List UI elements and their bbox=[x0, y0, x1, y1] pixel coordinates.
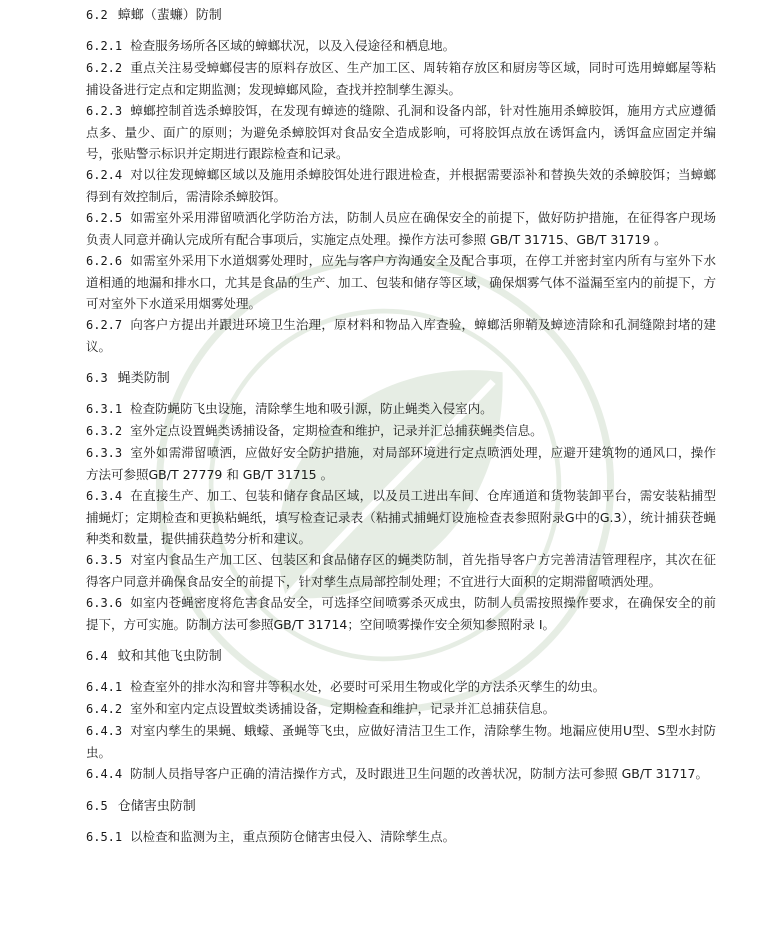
clause-number: 6.3.2 bbox=[86, 424, 123, 438]
section-title: 蝇类防制 bbox=[117, 371, 170, 386]
clause bbox=[86, 35, 716, 57]
clause-text: 室外如需滞留喷洒，应做好安全防护措施，对局部环境进行定点喷洒处理，应避开建筑物的通风口，操作方法可参照GB/T 27779 和 GB/T 31715 。 bbox=[86, 445, 716, 482]
clause-text: 检查室外的排水沟和窨井等积水处，必要时可采用生物或化学的方法杀灭孳生的幼虫。 bbox=[130, 679, 606, 694]
clause-text: 如需室外采用滞留喷洒化学防治方法，防制人员应在确保安全的前提下，做好防护措施，在征得客户现场负责人同意并确认完成所有配合事项后，实施定点处理。操作方法可参照 GB/T 31715、GB/T 31719 。 bbox=[86, 210, 716, 247]
clause bbox=[86, 100, 716, 164]
section-heading bbox=[86, 4, 716, 27]
clause-number: 6.2.7 bbox=[86, 318, 123, 332]
clause-text: 防制人员指导客户正确的清洁操作方式，及时跟进卫生问题的改善状况，防制方法可参照 GB/T 31717。 bbox=[130, 766, 708, 781]
section-heading bbox=[86, 645, 716, 668]
clause bbox=[86, 57, 716, 100]
clause bbox=[86, 442, 716, 485]
clause bbox=[86, 314, 716, 357]
clause-number: 6.2.4 bbox=[86, 168, 123, 182]
clause bbox=[86, 826, 716, 848]
clause-number: 6.4.2 bbox=[86, 702, 123, 716]
clause-text: 检查防蝇防飞虫设施，清除孳生地和吸引源，防止蝇类入侵室内。 bbox=[130, 401, 493, 416]
clause-number: 6.4.1 bbox=[86, 680, 123, 694]
clause-number: 6.2.6 bbox=[86, 254, 123, 268]
clause-number: 6.3.1 bbox=[86, 402, 123, 416]
clause-text: 重点关注易受蟑螂侵害的原料存放区、生产加工区、周转箱存放区和厨房等区域，同时可选用蟑螂屋等粘捕设备进行定点和定期监测；发现蟑螂风险，查找并控制孳生源头。 bbox=[86, 60, 716, 97]
clause-text: 对室内孳生的果蝇、蛾蠓、蚤蝇等飞虫，应做好清洁卫生工作，清除孳生物。地漏应使用U型、S型水封防虫。 bbox=[86, 723, 716, 760]
clause bbox=[86, 485, 716, 549]
clause-text: 在直接生产、加工、包装和储存食品区域，以及员工进出车间、仓库通道和货物装卸平台，需安装粘捕型捕蝇灯；定期检查和更换粘蝇纸，填写检查记录表（粘捕式捕蝇灯设施检查表参照附录G中的G.3），统计捕获苍蝇种类和数量，提供捕获趋势分析和建议。 bbox=[86, 488, 716, 546]
clause-text: 对以往发现蟑螂区域以及施用杀蟑胶饵处进行跟进检查，并根据需要添补和替换失效的杀蟑胶饵；当蟑螂得到有效控制后，需清除杀蟑胶饵。 bbox=[86, 167, 716, 204]
document-body bbox=[86, 4, 716, 848]
section-title: 仓储害虫防制 bbox=[117, 799, 196, 814]
clause bbox=[86, 592, 716, 635]
section-title: 蟑螂（蜚蠊）防制 bbox=[117, 8, 222, 23]
clause-number: 6.3.6 bbox=[86, 596, 123, 610]
section-number: 6.2 bbox=[86, 8, 108, 22]
clause-number: 6.4.4 bbox=[86, 767, 123, 781]
clause-text: 检查服务场所各区域的蟑螂状况，以及入侵途径和栖息地。 bbox=[130, 38, 456, 53]
clause-number: 6.2.1 bbox=[86, 39, 123, 53]
section-number: 6.3 bbox=[86, 371, 108, 385]
section-title: 蚊和其他飞虫防制 bbox=[117, 649, 222, 664]
clause-text: 室外定点设置蝇类诱捕设备，定期检查和维护，记录并汇总捕获蝇类信息。 bbox=[130, 423, 543, 438]
clause-text: 如室内苍蝇密度将危害食品安全，可选择空间喷雾杀灭成虫，防制人员需按照操作要求，在确保安全的前提下，方可实施。防制方法可参照GB/T 31714；空间喷雾操作安全须知参照附录 I。 bbox=[86, 595, 716, 632]
clause bbox=[86, 763, 716, 785]
clause-number: 6.3.4 bbox=[86, 489, 123, 503]
section-heading bbox=[86, 795, 716, 818]
clause-text: 向客户方提出并跟进环境卫生治理，原材料和物品入库查验，蟑螂活卵鞘及蟑迹清除和孔洞缝隙封堵的建议。 bbox=[86, 317, 716, 354]
clause-text: 室外和室内定点设置蚊类诱捕设备，定期检查和维护，记录并汇总捕获信息。 bbox=[130, 701, 556, 716]
clause-text: 以检查和监测为主，重点预防仓储害虫侵入、清除孳生点。 bbox=[130, 829, 456, 844]
clause bbox=[86, 676, 716, 698]
clause bbox=[86, 250, 716, 314]
clause-number: 6.2.2 bbox=[86, 61, 123, 75]
clause-number: 6.4.3 bbox=[86, 724, 123, 738]
section-number: 6.4 bbox=[86, 649, 108, 663]
clause bbox=[86, 549, 716, 592]
clause-number: 6.2.3 bbox=[86, 104, 123, 118]
section-heading bbox=[86, 367, 716, 390]
clause-number: 6.3.5 bbox=[86, 553, 123, 567]
clause bbox=[86, 420, 716, 442]
clause bbox=[86, 164, 716, 207]
clause-text: 如需室外采用下水道烟雾处理时，应先与客户方沟通安全及配合事项，在停工并密封室内所有与室外下水道相通的地漏和排水口，尤其是食品的生产、加工、包装和储存等区域，确保烟雾气体不溢漏至室内的前提下，方可对室外下水道采用烟雾处理。 bbox=[86, 253, 716, 311]
clause-number: 6.2.5 bbox=[86, 211, 123, 225]
clause-text: 对室内食品生产加工区、包装区和食品储存区的蝇类防制，首先指导客户方完善清洁管理程序，其次在征得客户同意并确保食品安全的前提下，针对孳生点局部控制处理；不宜进行大面积的定期滞留喷洒处理。 bbox=[86, 552, 716, 589]
clause-text: 蟑螂控制首选杀蟑胶饵，在发现有蟑迹的缝隙、孔洞和设备内部，针对性施用杀蟑胶饵，施用方式应遵循点多、量少、面广的原则；为避免杀蟑胶饵对食品安全造成影响，可将胶饵点放在诱饵盒内，诱饵盒应固定并编号，张贴警示标识并定期进行跟踪检查和记录。 bbox=[86, 103, 716, 161]
clause-number: 6.5.1 bbox=[86, 830, 123, 844]
clause bbox=[86, 398, 716, 420]
section-number: 6.5 bbox=[86, 799, 108, 813]
clause bbox=[86, 698, 716, 720]
clause-number: 6.3.3 bbox=[86, 446, 123, 460]
clause bbox=[86, 207, 716, 250]
clause bbox=[86, 720, 716, 763]
